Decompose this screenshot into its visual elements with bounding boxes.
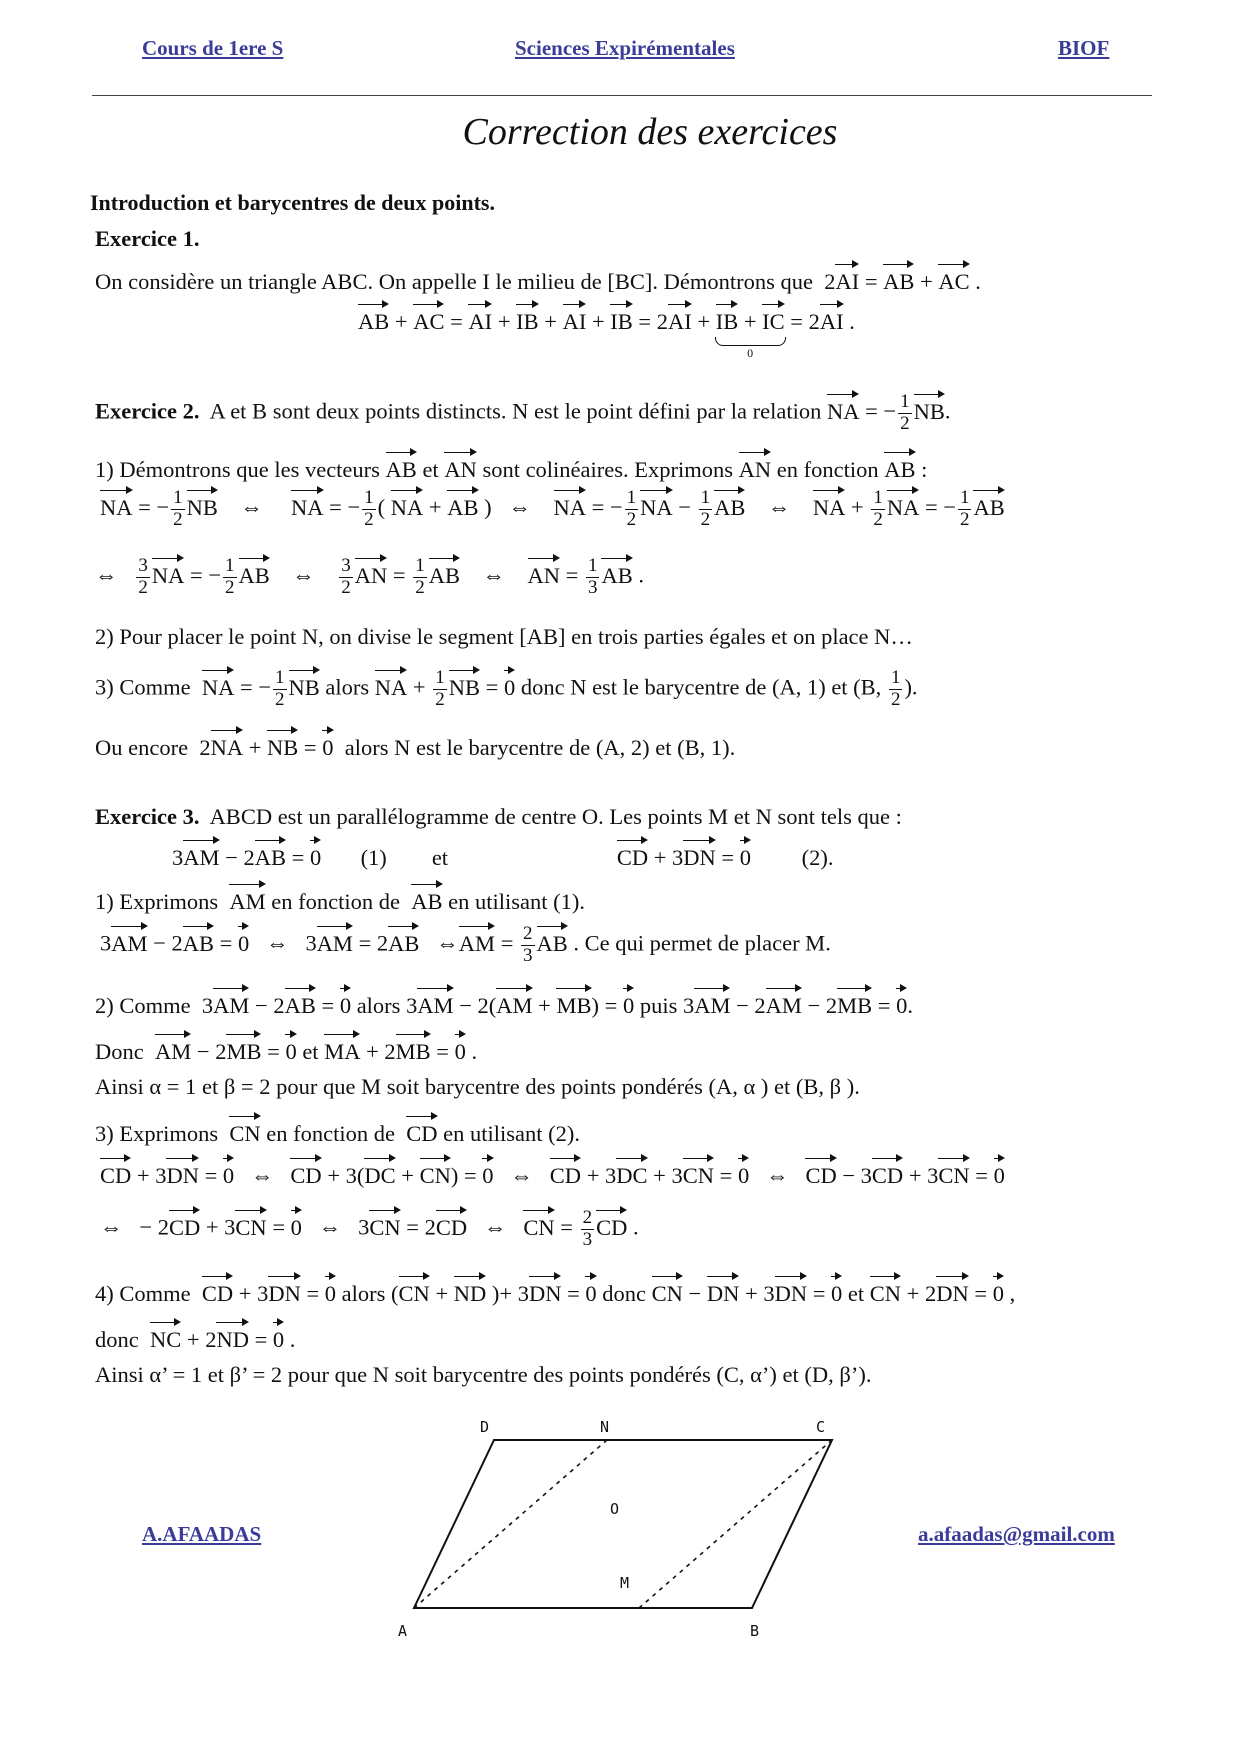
ex3-q4: 4) Comme CD + 3DN = 0 alors (CN + ND )+ 3DN = 0 donc CN − DN + 3DN = 0 et CN + 2DN = 0 , [95,1276,1015,1307]
ex3-statement-text: ABCD est un parallélogramme de centre O. Les points M et N sont tels que : [209,804,902,829]
ex3-q3-text-a: 3) Exprimons [95,1121,219,1146]
ex1-statement-text: On considère un triangle ABC. On appelle I le milieu de [BC]. Démontrons que [95,269,813,294]
ex3-q2-et: et [302,1039,319,1064]
ex3-eq2-label: (2). [801,845,834,870]
ex2-q3-text-b: alors [325,674,370,700]
ex3-q3-text-b: en fonction de [266,1121,395,1146]
ex3-q4-text-b: alors [341,1281,386,1306]
ex3-q2-donc: Donc AM − 2MB = 0 et MA + 2MB = 0 . [95,1034,477,1065]
ex3-q3-derivation-2: ⇔ − 2CD + 3CN = 0 ⇔ 3CN = 2CD ⇔ CN = $\frac{2}{3}$ CD . [100,1207,639,1250]
ex2-q3-text-c: donc N est le barycentre de (A, 1) et (B, [520,674,882,700]
ex2-derivation-2: ⇔ $\frac{3}{2}$ NA = − $\frac{1}{2}$ AB ⇔ $\frac{3}{2}$ AN = $\frac{1}{2}$ AB ⇔ AN = $\frac{1}{3}$ AB . [95,555,644,598]
header-subject[interactable]: Sciences Expirémentales [515,36,735,60]
header-course[interactable]: Cours de 1ere S [142,36,284,60]
ex2-q4-text-a: Ou encore [95,735,189,760]
ex2-q3-text-a: 3) Comme [95,674,191,700]
page-title: Correction des exercices [462,111,838,153]
segment-MC [639,1440,832,1608]
ex3-q2-donc-text: Donc [95,1039,144,1064]
ex3-q4-ainsi: Ainsi α’ = 1 et β’ = 2 pour que N soit barycentre des points pondérés (C, α’) et (D, β’). [95,1362,872,1387]
ex3-given: 3AM − 2AB = 0 (1) et CD + 3DN = 0 (2). [172,840,833,871]
ex1-title: Exercice 1. [95,226,200,251]
ex3-title: Exercice 3. [95,804,200,829]
label-B: B [750,1622,760,1640]
ex3-eq1-label: (1) [360,845,387,870]
parallelogram-figure [360,1410,840,1650]
ex3-q1: 1) Exprimons AM en fonction de AB en utilisant (1). [95,884,585,915]
ex3-q2-ainsi: Ainsi α = 1 et β = 2 pour que M soit barycentre des points pondérés (A, α ) et (B, β ). [95,1074,860,1099]
ex3-q4-donc: donc NC + 2ND = 0 . [95,1322,295,1353]
ex2-q4: Ou encore 2NA + NB = 0 alors N est le barycentre de (A, 2) et (B, 1). [95,730,735,761]
ex3-q1-text-b: en fonction de [271,889,400,914]
ex1-proof: AB + AC = AI + IB + AI + IB = 2AI + IB + IC 0 = 2AI . [358,304,855,361]
ex2-q2: 2) Pour placer le point N, on divise le segment [AB] en trois parties égales et on place N… [95,624,913,649]
ex2-q1-text-b: sont colinéaires. Exprimons [482,457,734,482]
ex3-q4-donc-text: donc [95,1327,139,1352]
ex2-q1-text-c: en fonction [776,457,879,482]
ex3-q4-text-a: 4) Comme [95,1281,191,1306]
ex3-q1-text-c: en utilisant (1). [448,889,585,914]
ex2-derivation-1: NA = − $\frac{1}{2}$ NB ⇔ NA = − $\frac{1}{2}$ ( NA + AB ) ⇔ NA = − $\frac{1}{2}$ NA − $\frac{1}{2}$ AB ⇔ NA + $\frac{1}{2}$ NA = − $\frac{1}{2}$ AB [100,487,1005,530]
header-section[interactable]: BIOF [1058,36,1110,60]
ex1-equation: 2AI = AB + AC . [819,269,981,294]
ex3-q1-end: . Ce qui permet de placer M. [573,930,831,956]
ex3-q4-text-c: donc [602,1281,647,1306]
ex2-q4-text-b: alors N est le barycentre de (A, 2) et (B, 1). [344,735,736,760]
ex3-q2-text-b: alors [356,993,401,1018]
ex1-heading [95,226,200,252]
footer-email[interactable]: a.afaadas@gmail.com [918,1522,1115,1546]
ex1-statement [95,264,981,295]
ex2-q1-et: et [422,457,439,482]
ex3-q2: 2) Comme 3AM − 2AB = 0 alors 3AM − 2(AM + MB) = 0 puis 3AM − 2AM − 2MB = 0. [95,988,913,1019]
footer-author[interactable]: A.AFAADAS [142,1522,262,1546]
label-M: M [620,1574,630,1592]
ex3-q2-text-a: 2) Comme [95,993,191,1018]
ex2-q1-text: 1) Démontrons que les vecteurs [95,457,380,482]
label-D: D [480,1418,490,1436]
ex3-q3-derivation-1: CD + 3DN = 0 ⇔ CD + 3(DC + CN) = 0 ⇔ CD + 3DC + 3CN = 0 ⇔ CD − 3CD + 3CN = 0 [100,1158,1005,1189]
ex3-et: et [431,845,449,870]
label-C: C [816,1418,826,1436]
section-title: Introduction et barycentres de deux points. [90,190,495,215]
ex3-q2-text-c: puis [639,993,678,1018]
ex3-q1-text-a: 1) Exprimons [95,889,219,914]
segment-AN [414,1440,607,1608]
ex2-q1: 1) Démontrons que les vecteurs AB et AN sont colinéaires. Exprimons AN en fonction AB : [95,452,927,483]
ex2-statement: Exercice 2. A et B sont deux points distincts. N est le point défini par la relation NA = − $\frac{1}{2}$ NB. [95,391,951,434]
ex3-statement [95,804,902,830]
label-A: A [398,1622,408,1640]
ex3-q3-text-c: en utilisant (2). [443,1121,580,1146]
header-divider [92,95,1152,96]
ex2-q3: 3) Comme NA = − $\frac{1}{2}$ NB alors NA + $\frac{1}{2}$ NB = 0 donc N est le barycentre de (A, 1) et (B, $\frac{1}{2}$ ). [95,667,918,710]
ex2-statement-text: A et B sont deux points distincts. N est le point défini par la relation [209,398,822,424]
label-N: N [600,1418,610,1436]
ex2-title: Exercice 2. [95,398,200,424]
ex3-q3: 3) Exprimons CN en fonction de CD en utilisant (2). [95,1116,580,1147]
ex3-q4-text-d: et [847,1281,865,1306]
label-O: O [610,1500,620,1518]
ex3-q1-derivation: 3AM − 2AB = 0 ⇔ 3AM = 2AB ⇔AM = $\frac{2}{3}$ AB . Ce qui permet de placer M. [100,923,831,966]
